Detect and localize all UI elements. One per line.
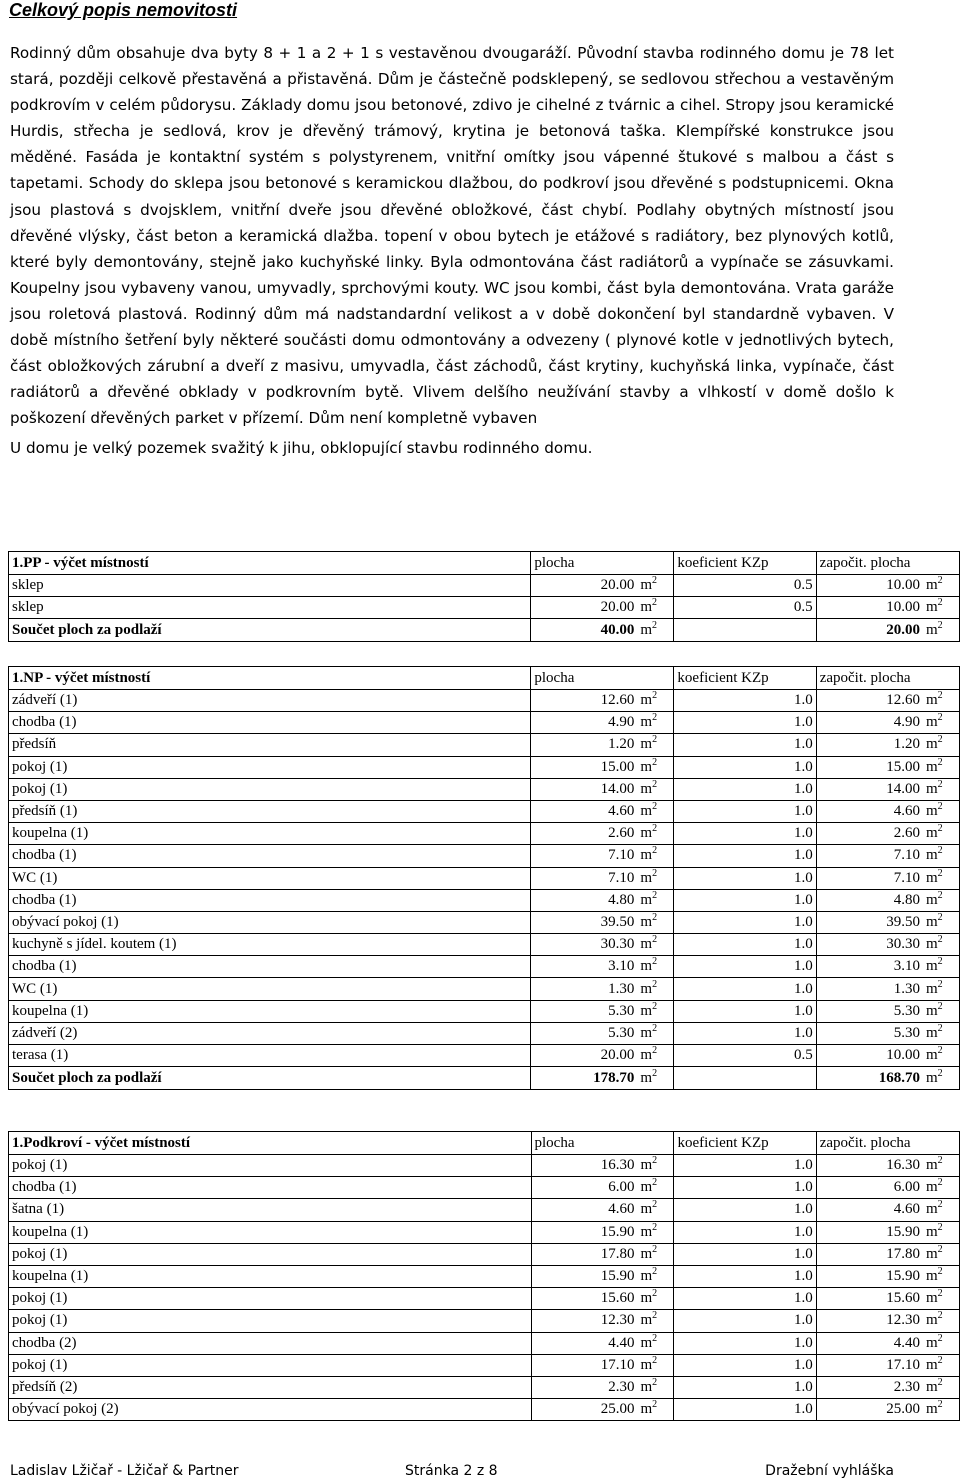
table-row bbox=[9, 734, 960, 756]
description-text bbox=[10, 40, 894, 462]
table-title: 1.NP - výčet místností bbox=[9, 667, 531, 690]
room-coefficient: 1.0 bbox=[674, 800, 816, 822]
unit-label: $m^2$ bbox=[926, 575, 943, 594]
room-counted-area: 30.30 $m^2$ bbox=[816, 934, 959, 956]
footer-author: Ladislav Lžičař - Lžičař & Partner bbox=[10, 1463, 239, 1479]
sum-label: Součet ploch za podlaží bbox=[9, 1067, 531, 1090]
room-coefficient: 1.0 bbox=[674, 1332, 816, 1354]
unit-label: $m^2$ bbox=[640, 978, 658, 997]
footer-document-title: Dražební vyhláška bbox=[765, 1463, 894, 1479]
unit-label: $m^2$ bbox=[926, 1155, 943, 1174]
room-coefficient: 1.0 bbox=[674, 978, 816, 1000]
room-area: 4.80 $m^2$ bbox=[531, 889, 674, 911]
room-name: koupelna (1) bbox=[9, 823, 531, 845]
unit-label: $m^2$ bbox=[926, 1243, 943, 1262]
footer-page-number: Stránka 2 z 8 bbox=[405, 1463, 498, 1479]
room-coefficient: 1.0 bbox=[674, 1000, 816, 1022]
room-area: 16.30 $m^2$ bbox=[531, 1155, 674, 1177]
room-name: WC (1) bbox=[9, 867, 531, 889]
room-area: 6.00 $m^2$ bbox=[531, 1177, 674, 1199]
unit-label: $m^2$ bbox=[640, 778, 658, 797]
table-row bbox=[9, 800, 960, 822]
unit-label: $m^2$ bbox=[640, 889, 658, 908]
unit-label: $m^2$ bbox=[640, 690, 658, 709]
unit-label: $m^2$ bbox=[640, 1332, 658, 1351]
unit-label: $m^2$ bbox=[640, 1399, 658, 1418]
table-row bbox=[9, 597, 960, 619]
unit-label: $m^2$ bbox=[926, 1067, 943, 1086]
table-row bbox=[9, 1199, 960, 1221]
room-area: 5.30 $m^2$ bbox=[531, 1022, 674, 1044]
table-row bbox=[9, 1000, 960, 1022]
room-coefficient: 1.0 bbox=[674, 712, 816, 734]
room-coefficient: 1.0 bbox=[674, 1221, 816, 1243]
room-counted-area: 15.60 $m^2$ bbox=[816, 1288, 959, 1310]
unit-label: $m^2$ bbox=[926, 1332, 943, 1351]
room-area: 15.90 $m^2$ bbox=[531, 1265, 674, 1287]
unit-label: $m^2$ bbox=[640, 1000, 658, 1019]
room-counted-area: 10.00 $m^2$ bbox=[816, 1045, 959, 1067]
room-coefficient: 1.0 bbox=[674, 934, 816, 956]
table-row bbox=[9, 1354, 960, 1376]
table-row bbox=[9, 1221, 960, 1243]
room-area: 14.00 $m^2$ bbox=[531, 778, 674, 800]
room-counted-area: 4.80 $m^2$ bbox=[816, 889, 959, 911]
room-name: WC (1) bbox=[9, 978, 531, 1000]
room-coefficient: 1.0 bbox=[674, 1288, 816, 1310]
table-row bbox=[9, 1399, 960, 1421]
table-title: 1.PP - výčet místností bbox=[9, 552, 531, 575]
room-name: koupelna (1) bbox=[9, 1265, 532, 1287]
room-coefficient: 1.0 bbox=[674, 1177, 816, 1199]
col-header-coef: koeficient KZp bbox=[674, 552, 816, 575]
room-coefficient: 1.0 bbox=[674, 956, 816, 978]
room-coefficient: 1.0 bbox=[674, 1022, 816, 1044]
room-counted-area: 15.90 $m^2$ bbox=[816, 1265, 959, 1287]
room-area: 4.90 $m^2$ bbox=[531, 712, 674, 734]
unit-label: $m^2$ bbox=[926, 1376, 943, 1395]
unit-label: $m^2$ bbox=[640, 801, 658, 820]
table-row bbox=[9, 1022, 960, 1044]
unit-label: $m^2$ bbox=[640, 597, 658, 616]
room-counted-area: 15.90 $m^2$ bbox=[816, 1221, 959, 1243]
room-coefficient: 1.0 bbox=[674, 867, 816, 889]
room-area: 7.10 $m^2$ bbox=[531, 867, 674, 889]
unit-label: $m^2$ bbox=[926, 1310, 943, 1329]
table-row bbox=[9, 1288, 960, 1310]
room-area: 4.60 $m^2$ bbox=[531, 1199, 674, 1221]
sum-area: 178.70 $m^2$ bbox=[531, 1067, 674, 1090]
room-name: obývací pokoj (2) bbox=[9, 1399, 532, 1421]
sum-coefficient bbox=[674, 1067, 816, 1090]
room-counted-area: 10.00 $m^2$ bbox=[816, 575, 959, 597]
room-name: obývací pokoj (1) bbox=[9, 911, 531, 933]
room-coefficient: 1.0 bbox=[674, 823, 816, 845]
room-name: terasa (1) bbox=[9, 1045, 531, 1067]
room-name: koupelna (1) bbox=[9, 1221, 532, 1243]
room-coefficient: 1.0 bbox=[674, 911, 816, 933]
unit-label: $m^2$ bbox=[640, 911, 658, 930]
room-coefficient: 0.5 bbox=[674, 1045, 816, 1067]
unit-label: $m^2$ bbox=[640, 1022, 658, 1041]
table-row bbox=[9, 867, 960, 889]
unit-label: $m^2$ bbox=[640, 1045, 658, 1064]
table-row bbox=[9, 756, 960, 778]
table-row bbox=[9, 690, 960, 712]
unit-label: $m^2$ bbox=[926, 690, 943, 709]
room-counted-area: 4.40 $m^2$ bbox=[816, 1332, 959, 1354]
unit-label: $m^2$ bbox=[926, 823, 943, 842]
unit-label: $m^2$ bbox=[926, 911, 943, 930]
unit-label: $m^2$ bbox=[640, 712, 658, 731]
table-row bbox=[9, 1243, 960, 1265]
room-area: 2.30 $m^2$ bbox=[531, 1376, 674, 1398]
room-name: kuchyně s jídel. koutem (1) bbox=[9, 934, 531, 956]
unit-label: $m^2$ bbox=[640, 1177, 658, 1196]
room-name: koupelna (1) bbox=[9, 1000, 531, 1022]
description-paragraph: Rodinný dům obsahuje dva byty 8 + 1 a 2 + 1 s vestavěnou dvougaráží. Původní stavba rodinného domu je 78 let stará, později celkově přestavěná a přistavěná. Dům je částečně podsklepený, se sedlovou střechou a vestavěným podkrovím v celém půdorysu. Základy domu jsou betonové, zdivo je cihelné z tvárnic a cihel. Stropy jsou keramické Hurdis, střecha je sedlová, krov je dřevěný trámový, krytina je betonová taška. Klempířské konstrukce jsou měděné. Fasáda je kontaktní systém s polystyrenem, vnitřní omítky jsou vápenné štukové s malbou a část s tapetami. Schody do sklepa jsou betonové s keramickou dlažbou, do podkroví jsou dřevěné s podstupnicemi. Okna jsou plastová s dvojsklem, vnitřní dveře jsou dřevěné obložkové, část chybí. Podlahy obytných místností jsou dřevěné vlýsky, část beton a keramická dlažba. topení v obou bytech je etážové s radiátory, bez plynových kotlů, které byly demontovány, stejně jako kuchyňské linky. Byla odmontována část radiátorů a vypínače se zásuvkami. Koupelny jsou vybaveny vanou, umyvadly, sprchovými kouty. WC jsou kombi, část byla demontována. Vrata garáže jsou roletová plastová. Rodinný dům má nadstandardní velikost a v době dokončení byl standardně vybaven. V době místního šetření byly některé součásti domu odmontovány a odvezeny ( plynové kotle v jednotlivých bytech, část obložkových zárubní a dveří z masivu, umyvadla, část záchodů, část krytiny, kuchyňská linka, vypínače, část radiátorů a dřevěné obklady v podkrovním bytě. Vlivem delšího neužívání stavby a vlhkostí v domě došlo k poškození dřevěných parket v přízemí. Dům není kompletně vybaven bbox=[10, 44, 894, 428]
room-coefficient: 1.0 bbox=[674, 889, 816, 911]
table-row bbox=[9, 1155, 960, 1177]
unit-label: $m^2$ bbox=[640, 1354, 658, 1373]
unit-label: $m^2$ bbox=[640, 823, 658, 842]
room-counted-area: 3.10 $m^2$ bbox=[816, 956, 959, 978]
unit-label: $m^2$ bbox=[926, 1354, 943, 1373]
unit-label: $m^2$ bbox=[926, 956, 943, 975]
room-coefficient: 1.0 bbox=[674, 1354, 816, 1376]
unit-label: $m^2$ bbox=[926, 1288, 943, 1307]
sum-label: Součet ploch za podlaží bbox=[9, 619, 531, 642]
description-paragraph: U domu je velký pozemek svažitý k jihu, obklopující stavbu rodinného domu. bbox=[10, 439, 593, 458]
unit-label: $m^2$ bbox=[640, 1155, 658, 1174]
unit-label: $m^2$ bbox=[926, 867, 943, 886]
unit-label: $m^2$ bbox=[640, 1221, 658, 1240]
unit-label: $m^2$ bbox=[640, 867, 658, 886]
table-row bbox=[9, 889, 960, 911]
room-area: 30.30 $m^2$ bbox=[531, 934, 674, 956]
room-table-np bbox=[8, 666, 960, 1090]
unit-label: $m^2$ bbox=[640, 1310, 658, 1329]
room-area: 17.10 $m^2$ bbox=[531, 1354, 674, 1376]
room-name: šatna (1) bbox=[9, 1199, 532, 1221]
room-area: 5.30 $m^2$ bbox=[531, 1000, 674, 1022]
unit-label: $m^2$ bbox=[926, 1000, 943, 1019]
room-coefficient: 1.0 bbox=[674, 778, 816, 800]
room-counted-area: 1.30 $m^2$ bbox=[816, 978, 959, 1000]
table-row bbox=[9, 1332, 960, 1354]
room-coefficient: 1.0 bbox=[674, 1155, 816, 1177]
room-area: 7.10 $m^2$ bbox=[531, 845, 674, 867]
unit-label: $m^2$ bbox=[640, 1266, 658, 1285]
unit-label: $m^2$ bbox=[926, 597, 943, 616]
room-coefficient: 1.0 bbox=[674, 845, 816, 867]
table-row bbox=[9, 1310, 960, 1332]
unit-label: $m^2$ bbox=[926, 1022, 943, 1041]
room-counted-area: 5.30 $m^2$ bbox=[816, 1022, 959, 1044]
unit-label: $m^2$ bbox=[926, 934, 943, 953]
table-sum-row bbox=[9, 619, 960, 642]
room-table-pp bbox=[8, 551, 960, 642]
unit-label: $m^2$ bbox=[926, 845, 943, 864]
sum-counted-area: 20.00 $m^2$ bbox=[816, 619, 959, 642]
unit-label: $m^2$ bbox=[640, 756, 658, 775]
unit-label: $m^2$ bbox=[640, 845, 658, 864]
unit-label: $m^2$ bbox=[926, 801, 943, 820]
unit-label: $m^2$ bbox=[640, 1376, 658, 1395]
room-name: zádveří (2) bbox=[9, 1022, 531, 1044]
room-coefficient: 1.0 bbox=[674, 690, 816, 712]
room-counted-area: 16.30 $m^2$ bbox=[816, 1155, 959, 1177]
unit-label: $m^2$ bbox=[926, 889, 943, 908]
table-row bbox=[9, 1045, 960, 1067]
unit-label: $m^2$ bbox=[926, 1199, 943, 1218]
unit-label: $m^2$ bbox=[926, 712, 943, 731]
room-area: 20.00 $m^2$ bbox=[531, 1045, 674, 1067]
room-name: chodba (1) bbox=[9, 956, 531, 978]
room-area: 20.00 $m^2$ bbox=[531, 597, 674, 619]
table-header-row bbox=[9, 667, 960, 690]
col-header-counted: započit. plocha bbox=[816, 1132, 959, 1155]
unit-label: $m^2$ bbox=[640, 934, 658, 953]
room-area: 15.90 $m^2$ bbox=[531, 1221, 674, 1243]
room-area: 4.60 $m^2$ bbox=[531, 800, 674, 822]
room-counted-area: 12.60 $m^2$ bbox=[816, 690, 959, 712]
table-header-row bbox=[9, 552, 960, 575]
room-coefficient: 1.0 bbox=[674, 1376, 816, 1398]
room-name: pokoj (1) bbox=[9, 1354, 532, 1376]
room-coefficient: 1.0 bbox=[674, 1243, 816, 1265]
table-title: 1.Podkroví - výčet místností bbox=[9, 1132, 532, 1155]
room-name: předsíň bbox=[9, 734, 531, 756]
col-header-counted: započit. plocha bbox=[816, 667, 959, 690]
unit-label: $m^2$ bbox=[640, 1243, 658, 1262]
table-row bbox=[9, 845, 960, 867]
room-area: 3.10 $m^2$ bbox=[531, 956, 674, 978]
room-coefficient: 1.0 bbox=[674, 1310, 816, 1332]
table-row bbox=[9, 1177, 960, 1199]
room-name: chodba (1) bbox=[9, 889, 531, 911]
col-header-area: plocha bbox=[531, 1132, 674, 1155]
col-header-area: plocha bbox=[531, 552, 674, 575]
room-counted-area: 10.00 $m^2$ bbox=[816, 597, 959, 619]
unit-label: $m^2$ bbox=[926, 978, 943, 997]
room-area: 25.00 $m^2$ bbox=[531, 1399, 674, 1421]
col-header-coef: koeficient KZp bbox=[674, 1132, 816, 1155]
unit-label: $m^2$ bbox=[640, 1288, 658, 1307]
sum-coefficient bbox=[674, 619, 816, 642]
room-area: 4.40 $m^2$ bbox=[531, 1332, 674, 1354]
unit-label: $m^2$ bbox=[926, 756, 943, 775]
room-area: 20.00 $m^2$ bbox=[531, 575, 674, 597]
table-header-row bbox=[9, 1132, 960, 1155]
unit-label: $m^2$ bbox=[640, 575, 658, 594]
room-area: 39.50 $m^2$ bbox=[531, 911, 674, 933]
unit-label: $m^2$ bbox=[640, 956, 658, 975]
unit-label: $m^2$ bbox=[926, 1399, 943, 1418]
room-name: sklep bbox=[9, 575, 531, 597]
room-counted-area: 1.20 $m^2$ bbox=[816, 734, 959, 756]
room-area: 17.80 $m^2$ bbox=[531, 1243, 674, 1265]
room-coefficient: 1.0 bbox=[674, 1399, 816, 1421]
table-row bbox=[9, 1265, 960, 1287]
room-counted-area: 4.60 $m^2$ bbox=[816, 1199, 959, 1221]
unit-label: $m^2$ bbox=[926, 619, 943, 638]
table-row bbox=[9, 823, 960, 845]
col-header-area: plocha bbox=[531, 667, 674, 690]
room-coefficient: 0.5 bbox=[674, 575, 816, 597]
room-area: 15.60 $m^2$ bbox=[531, 1288, 674, 1310]
room-coefficient: 0.5 bbox=[674, 597, 816, 619]
table-row bbox=[9, 956, 960, 978]
unit-label: $m^2$ bbox=[640, 619, 658, 638]
room-area: 15.00 $m^2$ bbox=[531, 756, 674, 778]
room-coefficient: 1.0 bbox=[674, 734, 816, 756]
room-counted-area: 17.10 $m^2$ bbox=[816, 1354, 959, 1376]
room-area: 12.30 $m^2$ bbox=[531, 1310, 674, 1332]
unit-label: $m^2$ bbox=[926, 1177, 943, 1196]
room-counted-area: 14.00 $m^2$ bbox=[816, 778, 959, 800]
table-row bbox=[9, 934, 960, 956]
room-name: pokoj (1) bbox=[9, 1288, 532, 1310]
room-area: 2.60 $m^2$ bbox=[531, 823, 674, 845]
room-name: chodba (2) bbox=[9, 1332, 532, 1354]
unit-label: $m^2$ bbox=[926, 1221, 943, 1240]
room-counted-area: 5.30 $m^2$ bbox=[816, 1000, 959, 1022]
table-row bbox=[9, 911, 960, 933]
room-name: pokoj (1) bbox=[9, 756, 531, 778]
room-area: 1.20 $m^2$ bbox=[531, 734, 674, 756]
col-header-coef: koeficient KZp bbox=[674, 667, 816, 690]
page-heading: Celkový popis nemovitosti bbox=[9, 0, 238, 20]
room-name: zádveří (1) bbox=[9, 690, 531, 712]
room-counted-area: 25.00 $m^2$ bbox=[816, 1399, 959, 1421]
unit-label: $m^2$ bbox=[640, 1199, 658, 1218]
room-name: pokoj (1) bbox=[9, 1155, 532, 1177]
col-header-counted: započit. plocha bbox=[816, 552, 959, 575]
unit-label: $m^2$ bbox=[640, 1067, 658, 1086]
room-area: 1.30 $m^2$ bbox=[531, 978, 674, 1000]
room-counted-area: 12.30 $m^2$ bbox=[816, 1310, 959, 1332]
room-name: sklep bbox=[9, 597, 531, 619]
room-name: pokoj (1) bbox=[9, 1243, 532, 1265]
room-counted-area: 17.80 $m^2$ bbox=[816, 1243, 959, 1265]
room-name: předsíň (1) bbox=[9, 800, 531, 822]
table-sum-row bbox=[9, 1067, 960, 1090]
table-row bbox=[9, 1376, 960, 1398]
room-name: chodba (1) bbox=[9, 712, 531, 734]
unit-label: $m^2$ bbox=[640, 734, 658, 753]
table-row bbox=[9, 978, 960, 1000]
room-name: chodba (1) bbox=[9, 1177, 532, 1199]
unit-label: $m^2$ bbox=[926, 1045, 943, 1064]
room-table-podkrovi bbox=[8, 1131, 960, 1421]
table-row bbox=[9, 712, 960, 734]
room-counted-area: 4.60 $m^2$ bbox=[816, 800, 959, 822]
room-name: předsíň (2) bbox=[9, 1376, 532, 1398]
unit-label: $m^2$ bbox=[926, 1266, 943, 1285]
room-counted-area: 4.90 $m^2$ bbox=[816, 712, 959, 734]
room-counted-area: 39.50 $m^2$ bbox=[816, 911, 959, 933]
unit-label: $m^2$ bbox=[926, 778, 943, 797]
room-coefficient: 1.0 bbox=[674, 756, 816, 778]
sum-counted-area: 168.70 $m^2$ bbox=[816, 1067, 959, 1090]
room-counted-area: 7.10 $m^2$ bbox=[816, 867, 959, 889]
room-coefficient: 1.0 bbox=[674, 1199, 816, 1221]
room-name: pokoj (1) bbox=[9, 778, 531, 800]
room-counted-area: 7.10 $m^2$ bbox=[816, 845, 959, 867]
table-row bbox=[9, 575, 960, 597]
room-name: pokoj (1) bbox=[9, 1310, 532, 1332]
unit-label: $m^2$ bbox=[926, 734, 943, 753]
room-counted-area: 2.60 $m^2$ bbox=[816, 823, 959, 845]
sum-area: 40.00 $m^2$ bbox=[531, 619, 674, 642]
room-name: chodba (1) bbox=[9, 845, 531, 867]
room-counted-area: 6.00 $m^2$ bbox=[816, 1177, 959, 1199]
room-counted-area: 2.30 $m^2$ bbox=[816, 1376, 959, 1398]
room-counted-area: 15.00 $m^2$ bbox=[816, 756, 959, 778]
room-coefficient: 1.0 bbox=[674, 1265, 816, 1287]
table-row bbox=[9, 778, 960, 800]
room-area: 12.60 $m^2$ bbox=[531, 690, 674, 712]
